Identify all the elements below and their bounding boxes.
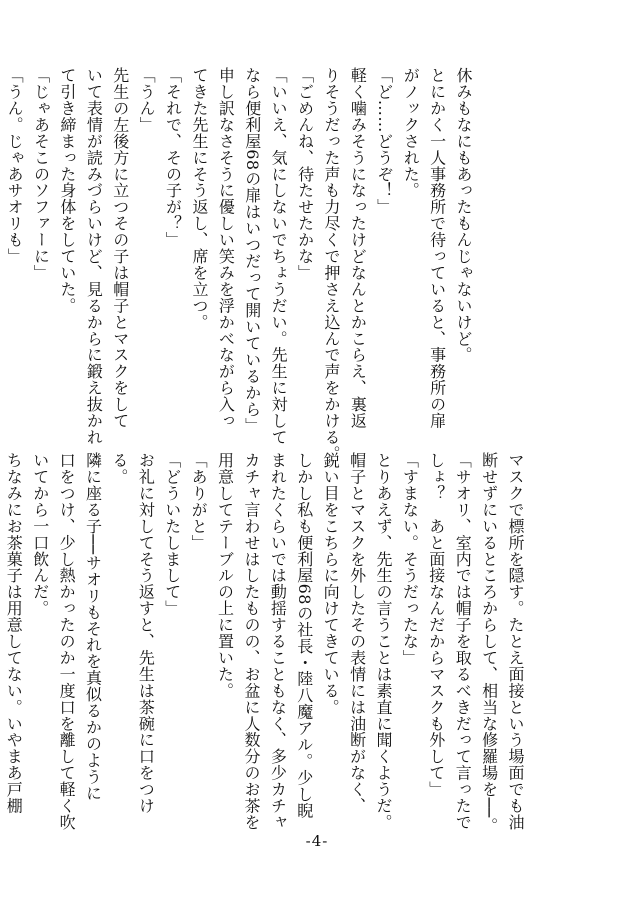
text-line: 休みもなにもあったもんじゃないけど。 — [454, 67, 473, 364]
text-line: 帽子とマスクを外したその表情には油断がなく、 — [347, 452, 367, 814]
text-line: いてから一口飲んだ。 — [30, 452, 50, 617]
text-line: りそうだった声も力尽くで押さえ込んで声をかける。 — [321, 67, 341, 462]
text-line: 断せずにいるところからして、相当な修羅場を──。 — [479, 452, 499, 835]
text-line: 「サオリ、室内では帽子を取るべきだって言ったで — [453, 452, 473, 831]
text-line: マスクで標所を隠す。たとえ面接という場面でも油 — [506, 452, 525, 831]
text-line: まれたくらいでは動揺することもなく、多少カチャ — [268, 452, 288, 831]
text-line: ちなみにお茶菓子は用意してない。いやまあ戸棚 — [4, 452, 24, 814]
text-line: 「ごめんね、待たせたかな」 — [295, 67, 315, 281]
text-line: 鋭い目をこちらに向けてきている。 — [321, 452, 341, 716]
text-line: 「じゃあそこのソファーに」 — [31, 67, 51, 281]
text-line: しかし私も便利屋68の社長・陸八魔アル。少し睨 — [294, 452, 314, 819]
lower-text-block — [4, 452, 528, 835]
text-line: 「ど……どうぞ！」 — [374, 67, 394, 216]
text-line: カチャ言わせはしたものの、お盆に人数分のお茶を — [241, 452, 261, 831]
text-line: いて表情が読みづらいけど、見るからに鍛え抜かれ — [84, 67, 104, 446]
text-line: なら便利屋68の扉はいつだって開いているから」 — [242, 67, 262, 434]
text-line: とにかく一人事務所で待っていると、事務所の扉 — [427, 67, 447, 429]
upper-text-block — [5, 67, 476, 462]
text-line: 軽く噛みそうになったけどなんとかこらえ、裏返 — [348, 67, 368, 429]
text-line: 隣に座る子──サオリもそれを真似るかのように — [83, 452, 103, 802]
text-line: 「それで、その子が？」 — [163, 67, 183, 248]
page-number: -4- — [305, 832, 329, 850]
text-line: しょ？ あと面接なんだからマスクも外して」 — [426, 452, 446, 798]
text-line: 申し訳なさそうに優しい笑みを浮かべながら入っ — [216, 67, 236, 429]
text-line: 先生の左後方に立つその子は帽子とマスクをして — [110, 67, 130, 429]
text-line: とりあえず、先生の言うことは素直に聞くようだ。 — [373, 452, 393, 831]
text-line: お礼に対してそう返すと、先生は茶碗に口をつけ — [136, 452, 156, 814]
text-line: 「いいえ、気にしないでちょうだい。先生に対して — [269, 67, 289, 446]
text-line: 「ありがと」 — [189, 452, 209, 551]
text-line: てきた先生にそう返し、席を立つ。 — [189, 67, 209, 331]
text-line: がノックされた。 — [401, 67, 421, 199]
text-line: 「すまない。そうだったな」 — [400, 452, 420, 666]
text-line: る。 — [109, 452, 129, 485]
text-line: 口をつけ、少し熱かったのか一度口を離して軽く吹 — [57, 452, 77, 831]
text-line: て引き締まった身体をしていた。 — [57, 67, 77, 314]
text-line: 「うん」 — [137, 67, 157, 133]
text-line: 用意してテーブルの上に置いた。 — [215, 452, 235, 699]
text-line: 「どういたしまして」 — [162, 452, 182, 617]
text-line: 「うん。じゃあサオリも」 — [5, 67, 25, 265]
